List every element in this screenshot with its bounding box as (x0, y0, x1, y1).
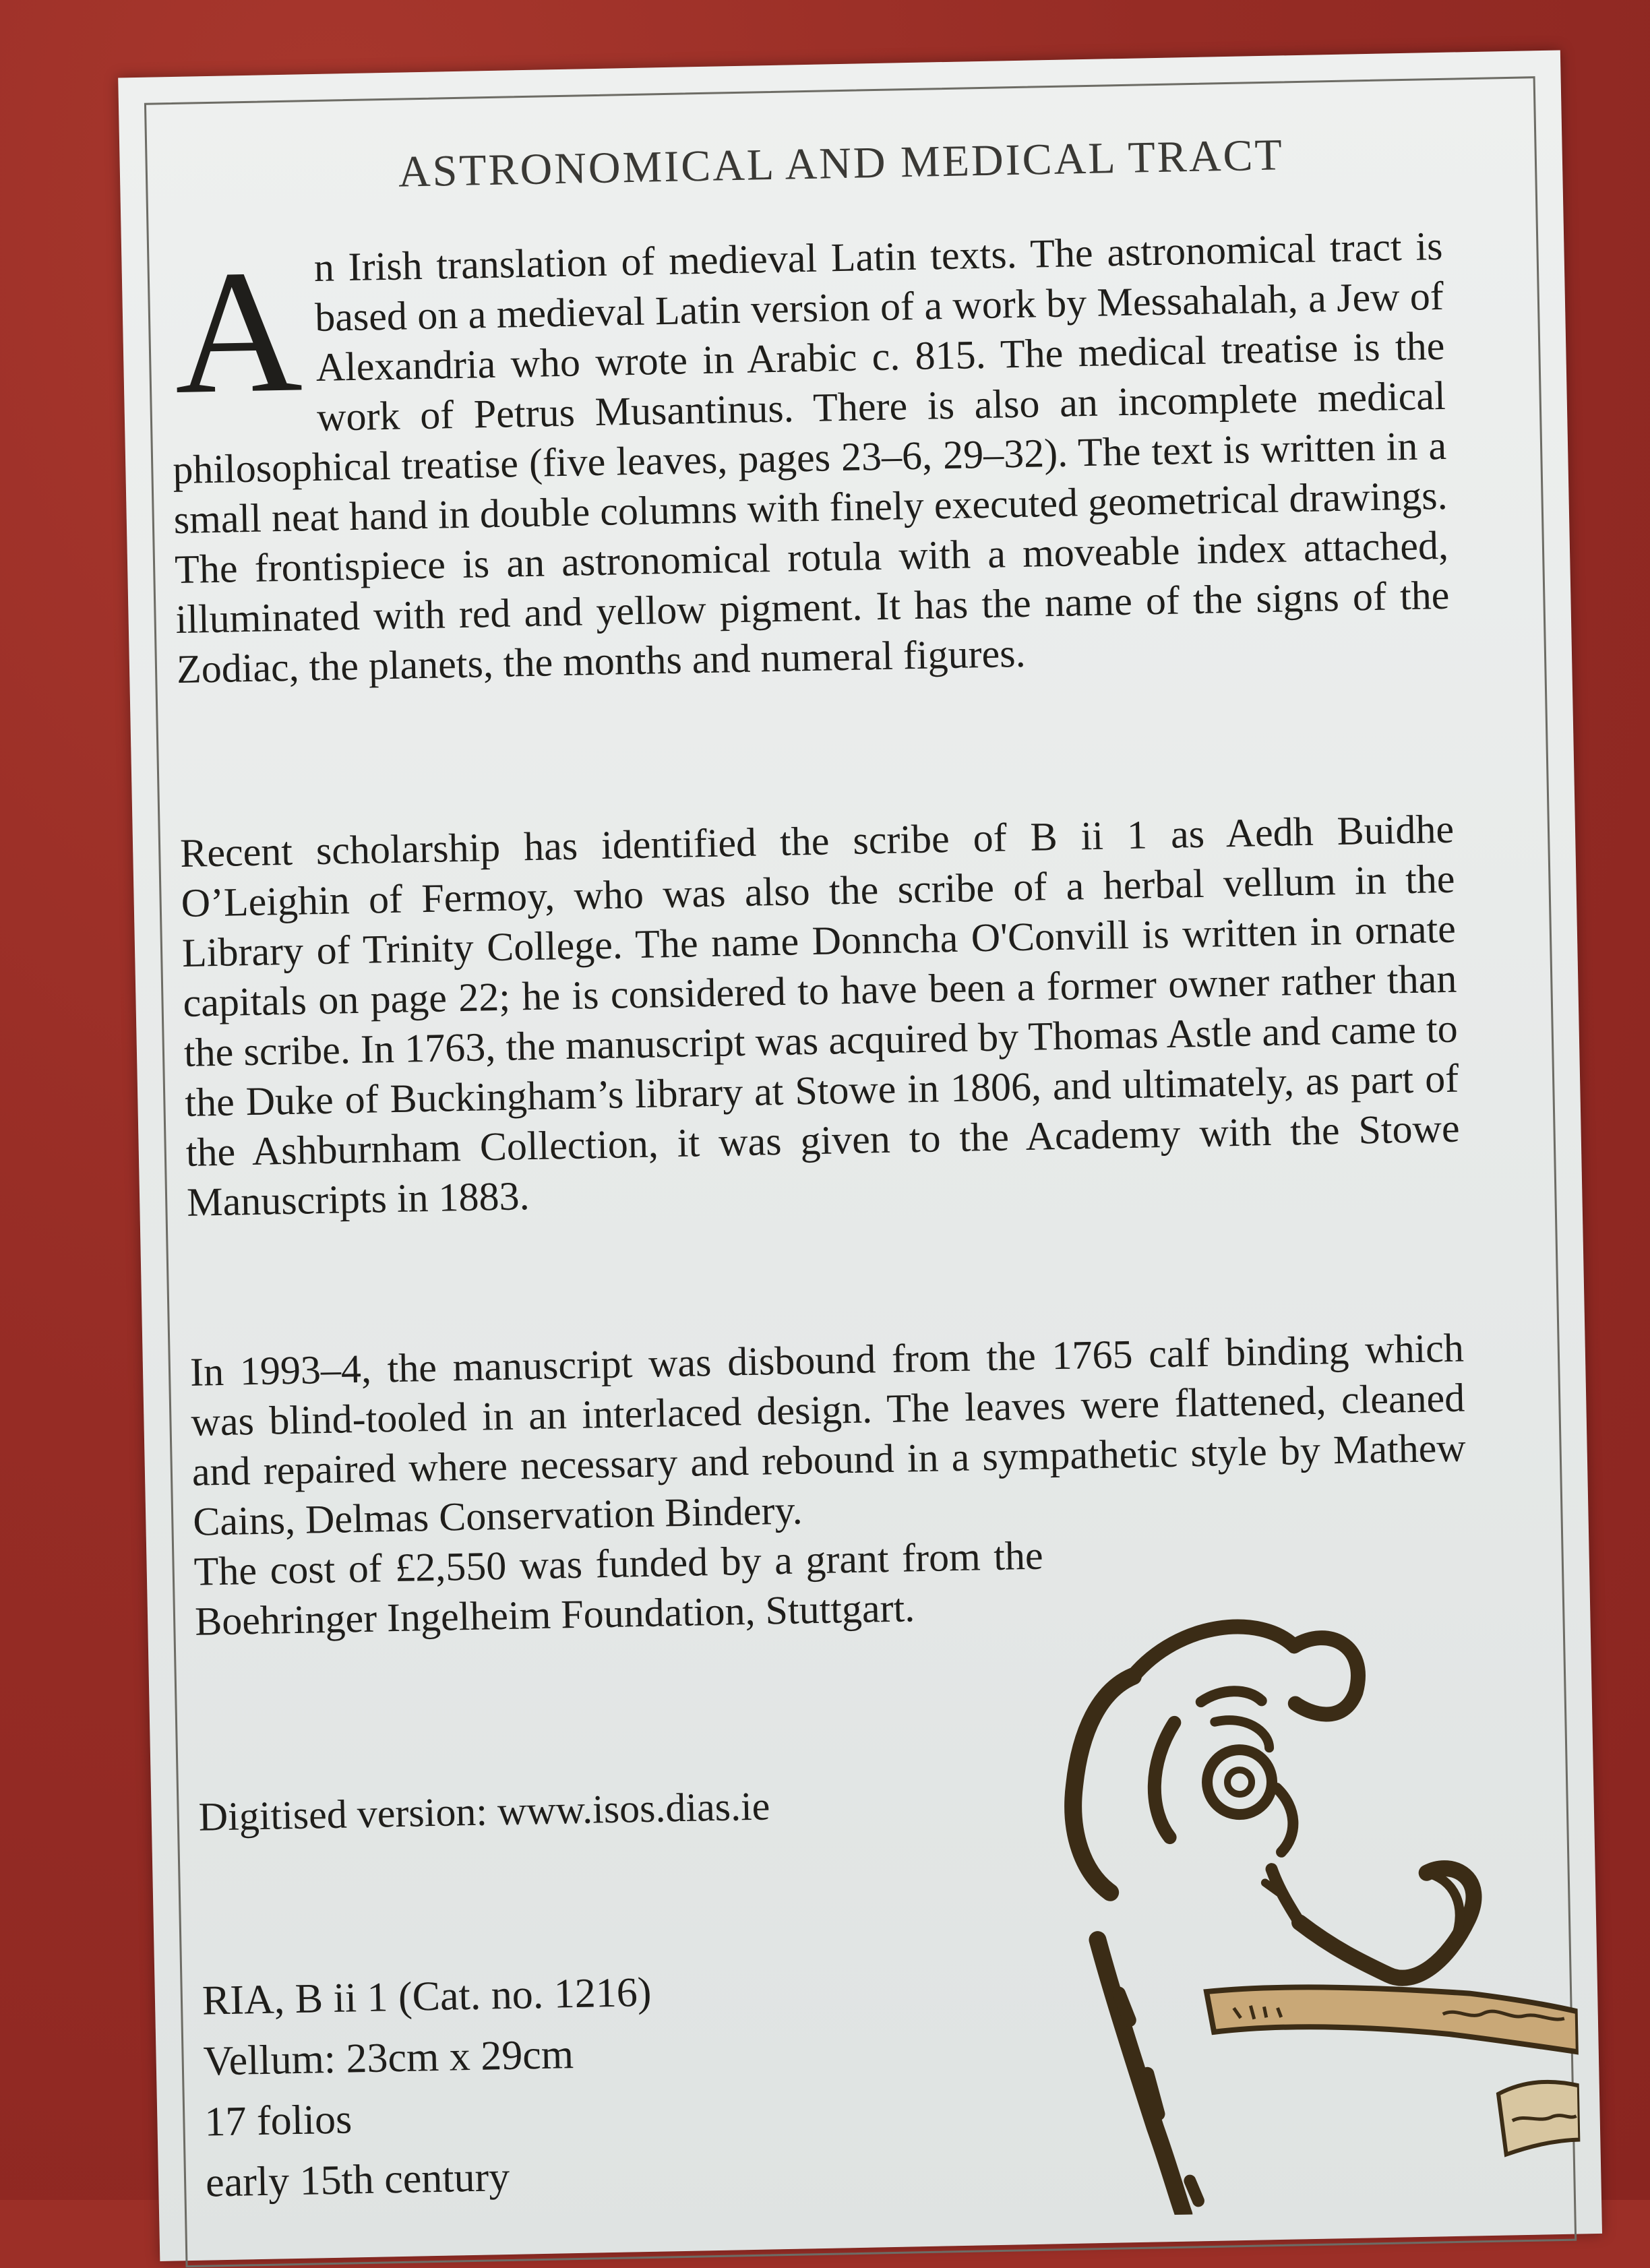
paragraph-conservation-funding: The cost of £2,550 was funded by a grant from the Boehringer Ingelheim Foundation, Stuttgart. (193, 1533, 1044, 1644)
paragraph-provenance: Recent scholarship has identified the scribe of B ii 1 as Aedh Buidhe O’Leighin of Fermoy, who was also the scribe of a herbal vellum in the Library of Trinity College. The name Donncha O'Convill is written in ornate capitals on page 22; he is considered to have been a former owner rather than the scribe. In 1763, the manuscript was acquired by Thomas Astle and came to the Duke of Buckingham’s library at Stowe in 1806, and ultimately, as part of the Ashburnham Collection, it was given to the Academy with the Stowe Manuscripts in 1883. (179, 806, 1461, 1225)
catalog-reference: RIA, B ii 1 (Cat. no. 1216) (202, 1969, 652, 2024)
manuscript-figure-drawing-icon (977, 1581, 1582, 2219)
catalog-vellum-size: Vellum: 23cm x 29cm (203, 2031, 574, 2085)
catalog-details (202, 1962, 655, 2213)
catalog-folios: 17 folios (204, 2096, 353, 2145)
drop-cap: A (172, 233, 304, 431)
paragraph-description (169, 221, 1450, 694)
digitised-version-link: Digitised version: www.isos.dias.ie (198, 1783, 770, 1839)
page-title: ASTRONOMICAL AND MEDICAL TRACT (398, 130, 1285, 197)
exhibit-label-card (118, 50, 1602, 2261)
paragraph-conservation-text: In 1993–4, the manuscript was disbound from the 1765 calf binding which was blind-tooled in an interlaced design. The leaves were flattened, cleaned and repaired where necessary and rebound in a sympathetic style by Mathew Cains, Delmas Conservation Bindery. (189, 1325, 1467, 1544)
paragraph-description-text: n Irish translation of medieval Latin texts. The astronomical tract is based on a medieval Latin version of a work by Messahalah, a Jew of Alexandria who wrote in Arabic c. 815. The medical treatise is the work of Petrus Musantinus. There is also an incomplete medical philosophical treatise (five leaves, pages 23–6, 29–32). The text is written in a small neat hand in double columns with finely executed geometrical drawings. The frontispiece is an astronomical rotula with a moveable index attached, illuminated with red and yellow pigment. It has the name of the signs of the Zodiac, the planets, the months and numeral figures. (172, 223, 1450, 692)
catalog-date: early 15th century (205, 2153, 510, 2206)
